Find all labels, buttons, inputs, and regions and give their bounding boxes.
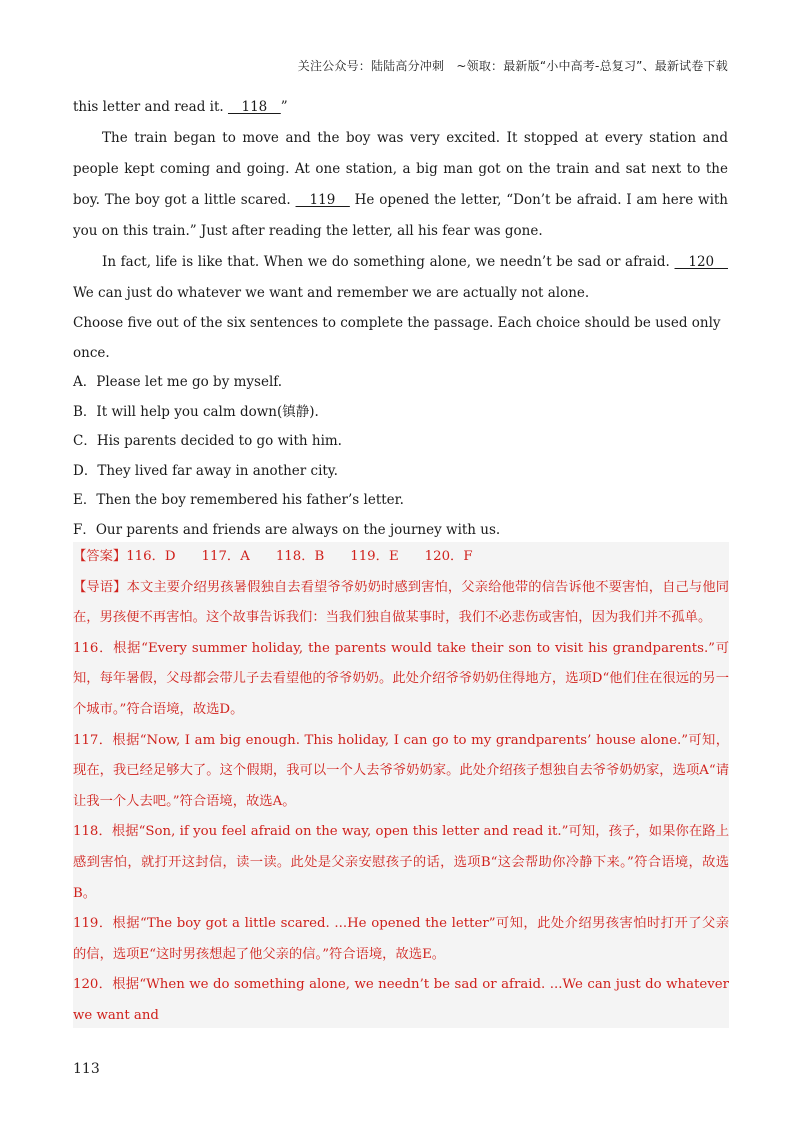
option-f: F．Our parents and friends are always on the journey with us.	[73, 521, 501, 538]
explanation-118: 118．根据“Son, if you feel afraid on the way, open this letter and read it.”可知，孩子，如果你在路上感到害怕，就打开这封信，读一读。此处是父亲安慰孩子的话，选项B“这会帮助你冷静下来。”符合语境，故选B。	[73, 824, 729, 901]
passage-paragraph-1	[73, 123, 728, 247]
explanation-116: 116．根据“Every summer holiday, the parents would take their son to visit his grandparents.”可知，每年暑假，父母都会带儿子去看望他的爷爷奶奶。此处介绍爷爷奶奶住得地方，选项D“他们住在很远的另一个城市。”符合语境，故选D。	[73, 640, 729, 717]
explanation-119: 119．根据“The boy got a little scared. ...He opened the letter”可知，此处介绍男孩害怕时打开了父亲的信，选项E“这时男孩想起了他父亲的信。”符合语境，故选E。	[73, 916, 729, 962]
guide-label: 【导语】	[73, 579, 127, 595]
answer-118: 118．B	[275, 549, 325, 564]
explanation-117: 117．根据“Now, I am big enough. This holiday, I can go to my grandparents’ house alone.”可知，现在，我已经足够大了。这个假期，我可以一个人去爷爷奶奶家。此处介绍孩子想独自去爷爷奶奶家，选项A“请让我一个人去吧。”符合语境，故选A。	[73, 732, 729, 809]
blank-120: 120	[674, 254, 728, 270]
passage-text: He opened the letter, “Don’t be afraid. I am here with you on this train.” Just after reading the letter, all his fear was gone.	[73, 192, 729, 239]
option-b: B．It will help you calm down(镇静).	[73, 403, 319, 420]
passage-content	[73, 92, 728, 545]
guide-text: 本文主要介绍男孩暑假独自去看望爷爷奶奶时感到害怕，父亲给他带的信告诉他不要害怕，自己与他同在，男孩便不再害怕。这个故事告诉我们：当我们独自做某事时，我们不必悲伤或害怕，因为我们并不孤单。	[73, 579, 729, 626]
answer-label: 【答案】	[73, 549, 127, 564]
option-a: A．Please let me go by myself.	[73, 374, 283, 390]
answer-117: 117．A	[201, 549, 250, 564]
passage-text: We can just do whatever we want and remember we are actually not alone.	[73, 285, 590, 301]
answer-120: 120．F	[424, 549, 473, 564]
option-e: E．Then the boy remembered his father’s letter.	[73, 492, 404, 508]
passage-text: The train began to move and the boy was very excited. It stopped at every station and people kept coming and going. At one station, a big man got on the train and sat next to the boy. The boy got a little scared.	[73, 130, 728, 208]
explanation-120: 120．根据“When we do something alone, we needn’t be sad or afraid. ...We can just do whatever we want and	[73, 977, 729, 1023]
blank-118: 118	[227, 99, 281, 115]
passage-text: ”	[280, 99, 288, 115]
page-number: 113	[73, 1061, 100, 1077]
blank-119: 119	[295, 192, 350, 208]
passage-text: this letter and read it.	[73, 99, 224, 115]
passage-line-0	[73, 92, 728, 123]
guide-paragraph	[73, 573, 729, 634]
option-c: C．His parents decided to go with him.	[73, 433, 342, 449]
page-header: 关注公众号：陆陆高分冲刺 ~领取：最新版“小中高考-总复习”、最新试卷下载	[297, 59, 728, 73]
answer-116: 116．D	[126, 549, 176, 564]
passage-paragraph-2	[73, 247, 728, 309]
answer-key-line	[73, 542, 729, 573]
passage-text: In fact, life is like that. When we do something alone, we needn’t be sad or afraid.	[102, 254, 670, 270]
answer-section	[73, 542, 729, 1028]
option-d: D．They lived far away in another city.	[73, 462, 338, 479]
answer-119: 119．E	[350, 549, 399, 564]
question-instruction: Choose five out of the six sentences to complete the passage. Each choice should be used only once.	[73, 315, 721, 361]
